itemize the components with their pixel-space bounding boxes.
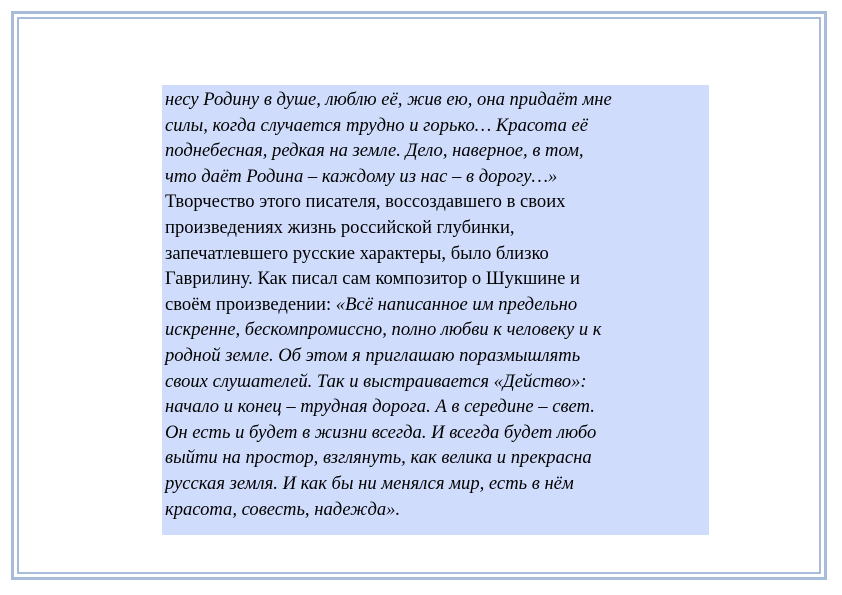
text-line: красота, совесть, надежда». — [165, 498, 401, 520]
text-line: Творчество этого писателя, воссоздавшего в своих — [165, 191, 566, 213]
text-line: Гаврилину. Как писал сам композитор о Шукшине и — [165, 268, 581, 290]
text-line: начало и конец – трудная дорога. А в середине – свет. — [165, 396, 595, 418]
text-line: выйти на простор, взглянуть, как велика и прекрасна — [165, 447, 592, 469]
text-line: силы, когда случается трудно и горько… Красота её — [165, 114, 589, 136]
text-line: что даёт Родина – каждому из нас – в дорогу…» — [165, 165, 558, 187]
text-line: родной земле. Об этом я приглашаю поразмышлять — [165, 344, 581, 366]
text-line: произведениях жизнь российской глубинки, — [165, 216, 515, 238]
text-line: запечатлевшего русские характеры, было близко — [165, 242, 549, 264]
text-line: поднебесная, редкая на земле. Дело, наверное, в том, — [165, 140, 584, 162]
text-line: Он есть и будет в жизни всегда. И всегда будет любо — [165, 421, 597, 443]
text-passage — [162, 85, 709, 535]
text-line: своём произведении: «Всё написанное им предельно — [165, 293, 578, 315]
text-line: своих слушателей. Так и выстраивается «Действо»: — [165, 370, 587, 392]
text-line: русская земля. И как бы ни менялся мир, есть в нём — [165, 472, 574, 494]
text-line: несу Родину в душе, люблю её, жив ею, она придаёт мне — [165, 89, 612, 110]
text-line: искренне, бескомпромиссно, полно любви к человеку и к — [165, 319, 602, 341]
